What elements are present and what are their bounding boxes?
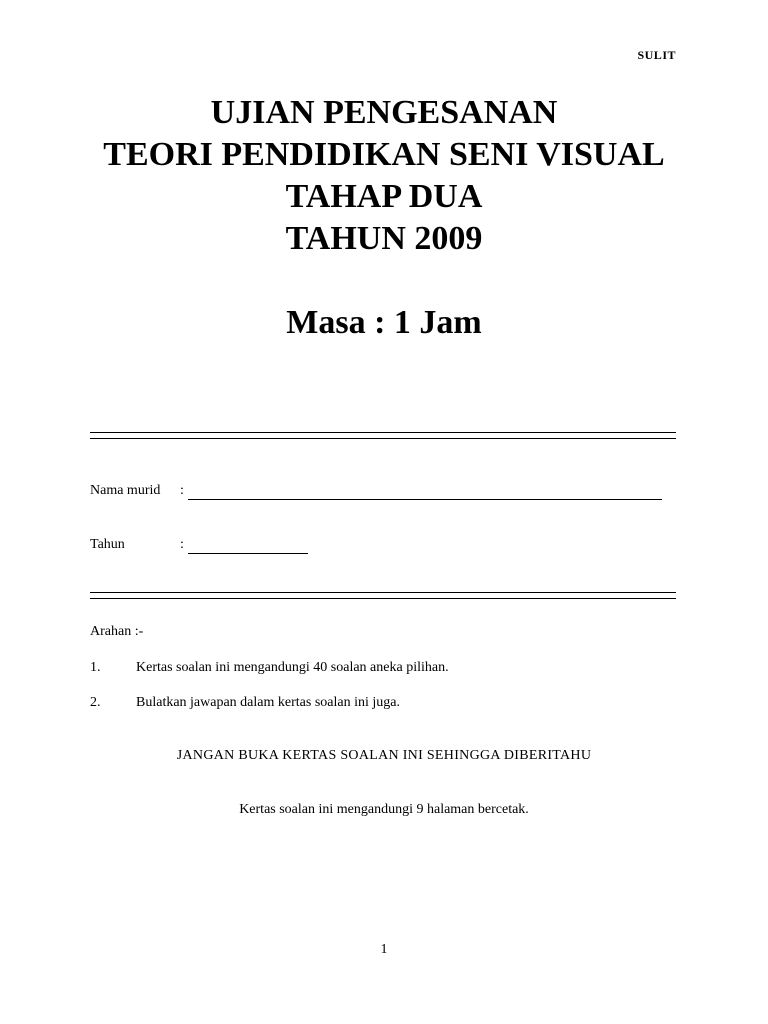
classification-label: SULIT [637,48,676,62]
instruction-text: Bulatkan jawapan dalam kertas soalan ini juga. [136,695,400,710]
do-not-open-warning: JANGAN BUKA KERTAS SOALAN INI SEHINGGA DIBERITAHU [176,748,592,763]
student-name-label: Nama murid [90,483,161,498]
title-line-4: TAHUN 2009 [285,220,483,257]
double-rule-top [90,432,676,439]
student-name-field [90,482,662,500]
page-number: 1 [380,942,388,957]
instruction-number: 2. [90,695,101,710]
title-line-2: TEORI PENDIDIKAN SENI VISUAL [103,136,665,173]
title-line-1: UJIAN PENGESANAN [210,94,558,131]
instruction-item [90,659,449,677]
year-blank[interactable] [188,538,308,554]
title-line-3: TAHAP DUA [285,178,483,215]
instruction-text: Kertas soalan ini mengandungi 40 soalan aneka pilihan. [136,660,449,675]
year-colon: : [180,537,184,552]
student-name-colon: : [180,483,184,498]
instruction-item [90,694,400,712]
year-label: Tahun [90,537,125,552]
page-count-note: Kertas soalan ini mengandungi 9 halaman bercetak. [239,802,529,817]
instructions-heading: Arahan :- [90,624,144,639]
student-name-blank[interactable] [188,484,662,500]
instruction-number: 1. [90,660,101,675]
title-block [0,92,768,260]
exam-duration: Masa : 1 Jam [286,304,482,341]
double-rule-bottom [90,592,676,599]
year-field [90,536,308,554]
